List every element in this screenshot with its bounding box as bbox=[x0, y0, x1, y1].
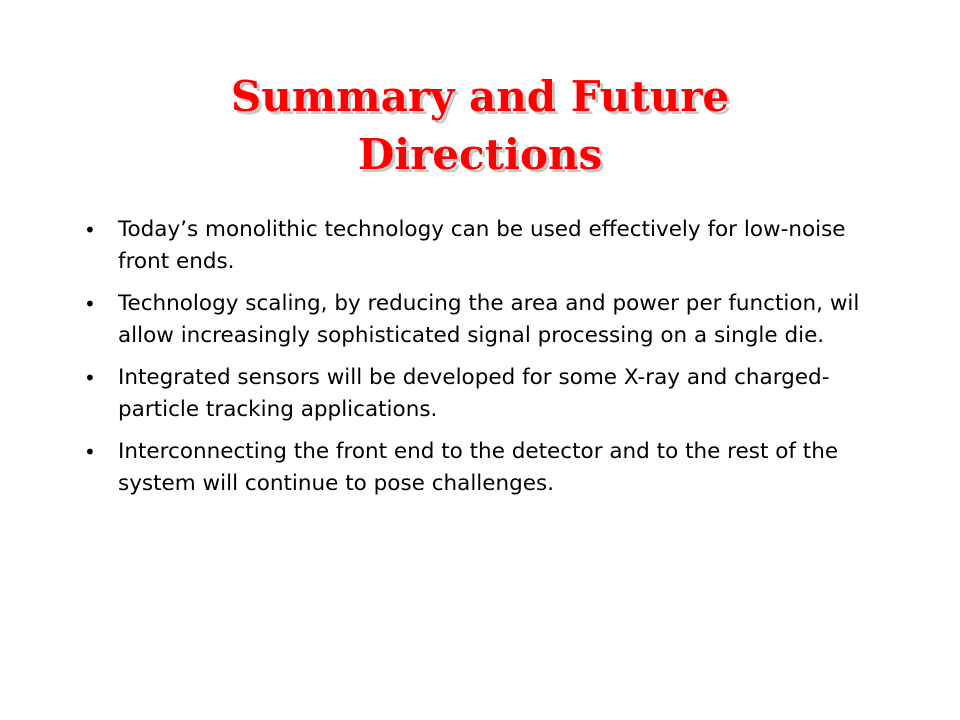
bullet-item bbox=[84, 362, 884, 426]
bullet-item bbox=[84, 288, 884, 352]
bullet-text: Interconnecting the front end to the detector and to the rest of the system will continue to pose challenges. bbox=[118, 439, 839, 496]
bullet-item bbox=[84, 214, 884, 278]
bullet-item bbox=[84, 436, 884, 500]
bullet-icon: • bbox=[84, 440, 96, 464]
bullet-text: Today’s monolithic technology can be used effectively for low-noise front ends. bbox=[118, 217, 846, 274]
title-line-2: Directions bbox=[357, 130, 603, 179]
bullet-list bbox=[84, 214, 884, 510]
slide-title bbox=[130, 68, 830, 184]
title-line-1: Summary and Future bbox=[230, 72, 730, 121]
bullet-text: Technology scaling, by reducing the area and power per function, wil allow increasingly sophisticated signal processing on a single die. bbox=[118, 291, 860, 348]
bullet-icon: • bbox=[84, 366, 96, 390]
bullet-icon: • bbox=[84, 218, 96, 242]
bullet-icon: • bbox=[84, 292, 96, 316]
bullet-text: Integrated sensors will be developed for some X-ray and charged-particle tracking applications. bbox=[118, 365, 830, 422]
